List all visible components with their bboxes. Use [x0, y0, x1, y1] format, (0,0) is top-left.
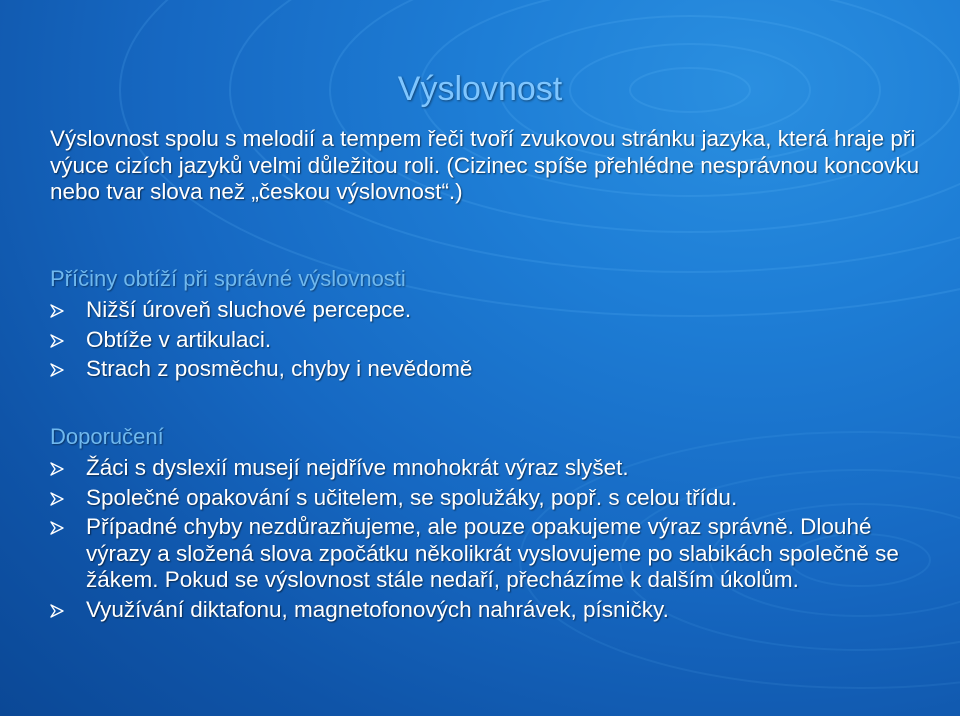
arrowhead-bullet-icon [50, 334, 64, 348]
arrowhead-bullet-icon [50, 304, 64, 318]
recommendations-list [50, 455, 910, 626]
list-item [50, 327, 910, 354]
arrowhead-bullet-icon [50, 521, 64, 535]
list-item [50, 356, 910, 383]
slide-title: Výslovnost [397, 70, 563, 108]
list-item [50, 597, 910, 624]
intro-paragraph: Výslovnost spolu s melodií a tempem řeči tvoří zvukovou stránku jazyka, která hraje při výuce cizích jazyků velmi důležitou roli. (Cizinec spíše přehlédne nesprávnou koncovku nebo tvar slova než „českou výslovnost“.) [50, 126, 920, 204]
arrowhead-bullet-icon [50, 462, 64, 476]
list-item [50, 514, 910, 594]
arrowhead-bullet-icon [50, 604, 64, 618]
arrowhead-bullet-icon [50, 363, 64, 377]
list-item-text: Společné opakování s učitelem, se spolužáky, popř. s celou třídu. [86, 484, 738, 510]
causes-list [50, 297, 910, 386]
list-item-text: Využívání diktafonu, magnetofonových nahrávek, písničky. [86, 596, 669, 622]
list-item-text: Žáci s dyslexií musejí nejdříve mnohokrát výraz slyšet. [86, 455, 629, 480]
section-heading-causes: Příčiny obtíží při správné výslovnosti [50, 266, 406, 291]
list-item-text: Nižší úroveň sluchové percepce. [86, 297, 412, 322]
section-heading-recommendations: Doporučení [50, 424, 164, 449]
list-item [50, 485, 910, 512]
list-item-text: Obtíže v artikulaci. [86, 326, 272, 352]
list-item [50, 297, 910, 324]
list-item-text: Strach z posměchu, chyby i nevědomě [86, 356, 473, 381]
list-item-text: Případné chyby nezdůrazňujeme, ale pouze opakujeme výraz správně. Dlouhé výrazy a složená slova zpočátku několikrát vyslovujeme po slabikách společně se žákem. Pokud se výslovnost stále nedaří, přecházíme k dalším úkolům. [86, 514, 899, 592]
arrowhead-bullet-icon [50, 492, 64, 506]
list-item [50, 455, 910, 482]
